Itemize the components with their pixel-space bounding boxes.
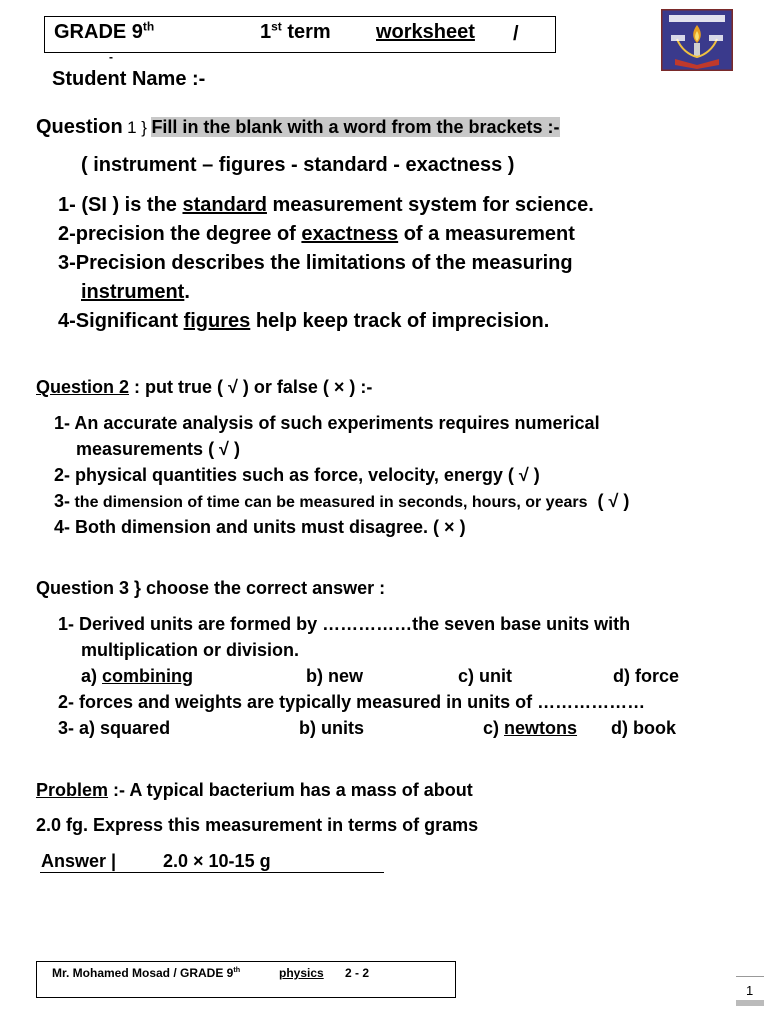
q2-item-2: 2- physical quantities such as force, velocity, energy ( √ ) — [54, 465, 540, 485]
q3-item-1-option-d: d) force — [613, 666, 680, 686]
q1-word-bank: ( instrument – figures - standard - exactness ) — [81, 154, 515, 176]
q3-item-2: 2- forces and weights are typically measured in units of ……………… — [58, 692, 646, 712]
q3-item-1-option-a: a) combining — [81, 666, 194, 686]
header-dash: - — [109, 50, 113, 64]
problem-statement-cont: 2.0 fg. Express this measurement in terms of grams — [36, 815, 479, 835]
student-name-label: Student Name :- — [52, 68, 206, 90]
header-slash: / — [513, 23, 519, 45]
q2-heading: Question 2 : put true ( √ ) or false ( × ) :- — [36, 377, 373, 397]
q3-item-3: 3- a) squared — [58, 718, 171, 738]
q1-item-2: 2-precision the degree of exactness of a measurement — [58, 223, 575, 245]
footer-code: 2 - 2 — [345, 966, 370, 980]
page-number-bar — [736, 1000, 764, 1006]
answer-value: 2.0 × 10-15 g — [163, 851, 271, 871]
school-logo-icon — [661, 9, 733, 71]
q1-item-4: 4-Significant figures help keep track of imprecision. — [58, 310, 550, 332]
q1-item-3: 3-Precision describes the limitations of the measuring — [58, 252, 573, 274]
term-label: 1st term — [260, 19, 331, 43]
answer-underline — [40, 872, 384, 873]
q2-item-3: 3- the dimension of time can be measured in seconds, hours, or years ( √ ) — [54, 491, 630, 511]
q3-item-3-option-d: d) book — [611, 718, 676, 738]
footer-teacher: Mr. Mohamed Mosad / GRADE 9th — [52, 965, 241, 980]
q3-item-1-option-b: b) new — [306, 666, 363, 686]
q2-item-1-cont: measurements ( √ ) — [76, 439, 240, 459]
q3-item-3-option-c: c) newtons — [483, 718, 578, 738]
page-number-rule — [736, 976, 764, 977]
q3-item-1: 1- Derived units are formed by ……………the seven base units with — [58, 614, 631, 634]
worksheet-label: worksheet — [376, 21, 475, 43]
footer-subject: physics — [279, 966, 324, 980]
grade-label: GRADE 9th — [54, 19, 155, 43]
q3-heading: Question 3 } choose the correct answer : — [36, 578, 386, 598]
answer-label: Answer | — [41, 851, 117, 871]
q1-item-1: 1- (SI ) is the standard measurement system for science. — [58, 194, 594, 216]
page-number: 1 — [746, 983, 754, 998]
q3-item-1-cont: multiplication or division. — [81, 640, 300, 660]
q3-item-1-option-c: c) unit — [458, 666, 512, 686]
q2-item-1: 1- An accurate analysis of such experiments requires numerical — [54, 413, 600, 433]
q2-item-4: 4- Both dimension and units must disagree. ( × ) — [54, 517, 466, 537]
q3-item-3-option-b: b) units — [299, 718, 364, 738]
q1-heading: Question 1 } Fill in the blank with a word from the brackets :- — [36, 116, 560, 138]
q1-item-3-cont: instrument. — [81, 281, 190, 303]
problem-statement: Problem :- A typical bacterium has a mass of about — [36, 780, 473, 800]
